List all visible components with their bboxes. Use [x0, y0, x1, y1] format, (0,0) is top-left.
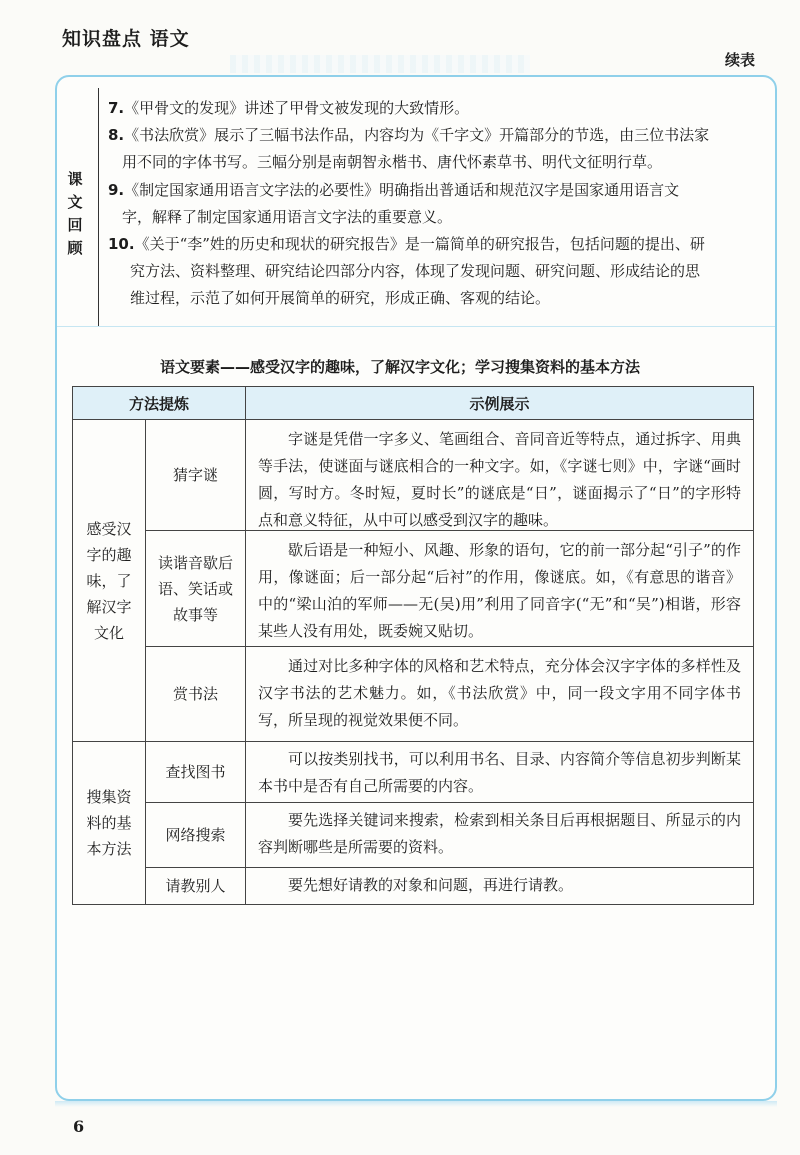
- item-text: 《制定国家通用语言文字法的必要性》明确指出普通话和规范汉字是国家通用语言文: [124, 181, 680, 199]
- page-number: 6: [73, 1117, 85, 1136]
- table-header-method: 方法提炼: [72, 386, 246, 420]
- method-label: 猜字谜: [172, 466, 218, 484]
- table-method-cell: [145, 646, 246, 742]
- table-example-cell: 歇后语是一种短小、风趣、形象的语句，它的前一部分起“引子”的作用，像谜面；后一部分起“后衬”的作用，像谜底。如，《有意思的谐音》中的“梁山泊的军师——无(吴)用”利用了同音字(“无”和“吴”)相谐，形容某些人没有用处，既委婉又贴切。: [245, 530, 754, 647]
- table-method-cell: [145, 741, 246, 803]
- review-item-10: [108, 234, 705, 254]
- category-label: 感受汉字的趣味，了解汉字文化: [86, 519, 132, 642]
- method-label: 请教别人: [165, 877, 226, 895]
- page-header-title: 知识盘点 语文: [62, 28, 190, 50]
- review-item-9: [108, 180, 679, 200]
- item-number: 7.: [108, 99, 125, 117]
- continued-label: 续表: [725, 51, 756, 69]
- table-method-cell: [145, 530, 246, 647]
- review-item-10-line-2: 究方法、资料整理、研究结论四部分内容，体现了发现问题、研究问题、形成结论的思: [130, 262, 701, 280]
- method-label: 赏书法: [172, 685, 218, 703]
- item-number: 10.: [108, 235, 135, 253]
- table-category-cell: [72, 741, 146, 905]
- item-text: 《关于“李”姓的历史和现状的研究报告》是一篇简单的研究报告，包括问题的提出、研: [134, 235, 705, 253]
- table-example-cell: 要先想好请教的对象和问题，再进行请教。: [245, 867, 754, 905]
- review-item-10-line-3: 维过程，示范了如何开展简单的研究，形成正确、客观的结论。: [130, 289, 551, 307]
- item-number: 9.: [108, 181, 125, 199]
- item-number: 8.: [108, 126, 125, 144]
- review-item-8: [108, 125, 709, 145]
- method-label: 读谐音歇后语、笑话或故事等: [158, 553, 234, 624]
- review-item-7: [108, 98, 469, 118]
- table-header-example: 示例展示: [245, 386, 754, 420]
- item-text: 《书法欣赏》展示了三幅书法作品，内容均为《千字文》开篇部分的节选，由三位书法家: [124, 126, 710, 144]
- review-item-9-line-2: 字，解释了制定国家通用语言文字法的重要意义。: [122, 208, 453, 226]
- table-example-cell: 通过对比多种字体的风格和艺术特点，充分体会汉字字体的多样性及汉字书法的艺术魅力。如，《书法欣赏》中，同一段文字用不同字体书写，所呈现的视觉效果便不同。: [245, 646, 754, 742]
- review-item-8-line-2: 用不同的字体书写。三幅分别是南朝智永楷书、唐代怀素草书、明代文征明行草。: [122, 153, 663, 171]
- item-text: 《甲骨文的发现》讲述了甲骨文被发现的大致情形。: [124, 99, 470, 117]
- table-method-cell: [145, 867, 246, 905]
- table-category-cell: [72, 419, 146, 742]
- table-example-cell: 可以按类别找书，可以利用书名、目录、内容简介等信息初步判断某本书中是否有自己所需要的内容。: [245, 741, 754, 803]
- review-section-label: 课文回顾: [67, 170, 83, 257]
- table-example-cell: 要先选择关键词来搜索，检索到相关条目后再根据题目、所显示的内容判断哪些是所需要的资料。: [245, 802, 754, 868]
- table-method-cell: [145, 802, 246, 868]
- table-example-cell: 字谜是凭借一字多义、笔画组合、音同音近等特点，通过拆字、用典等手法，使谜面与谜底相合的一种文字。如，《字谜七则》中，字谜“画时圆，写时方。冬时短，夏时长”的谜底是“日”，谜面揭示了“日”的字形特点和意义特征，从中可以感受到汉字的趣味。: [245, 419, 754, 531]
- category-label: 搜集资料的基本方法: [86, 788, 132, 858]
- frame-bottom-shadow: [55, 1101, 777, 1107]
- header-decoration: [230, 55, 530, 73]
- section-title: 语文要素——感受汉字的趣味，了解汉字文化；学习搜集资料的基本方法: [159, 358, 640, 376]
- method-label: 查找图书: [165, 763, 226, 781]
- table-method-cell: [145, 419, 246, 531]
- method-label: 网络搜索: [165, 826, 226, 844]
